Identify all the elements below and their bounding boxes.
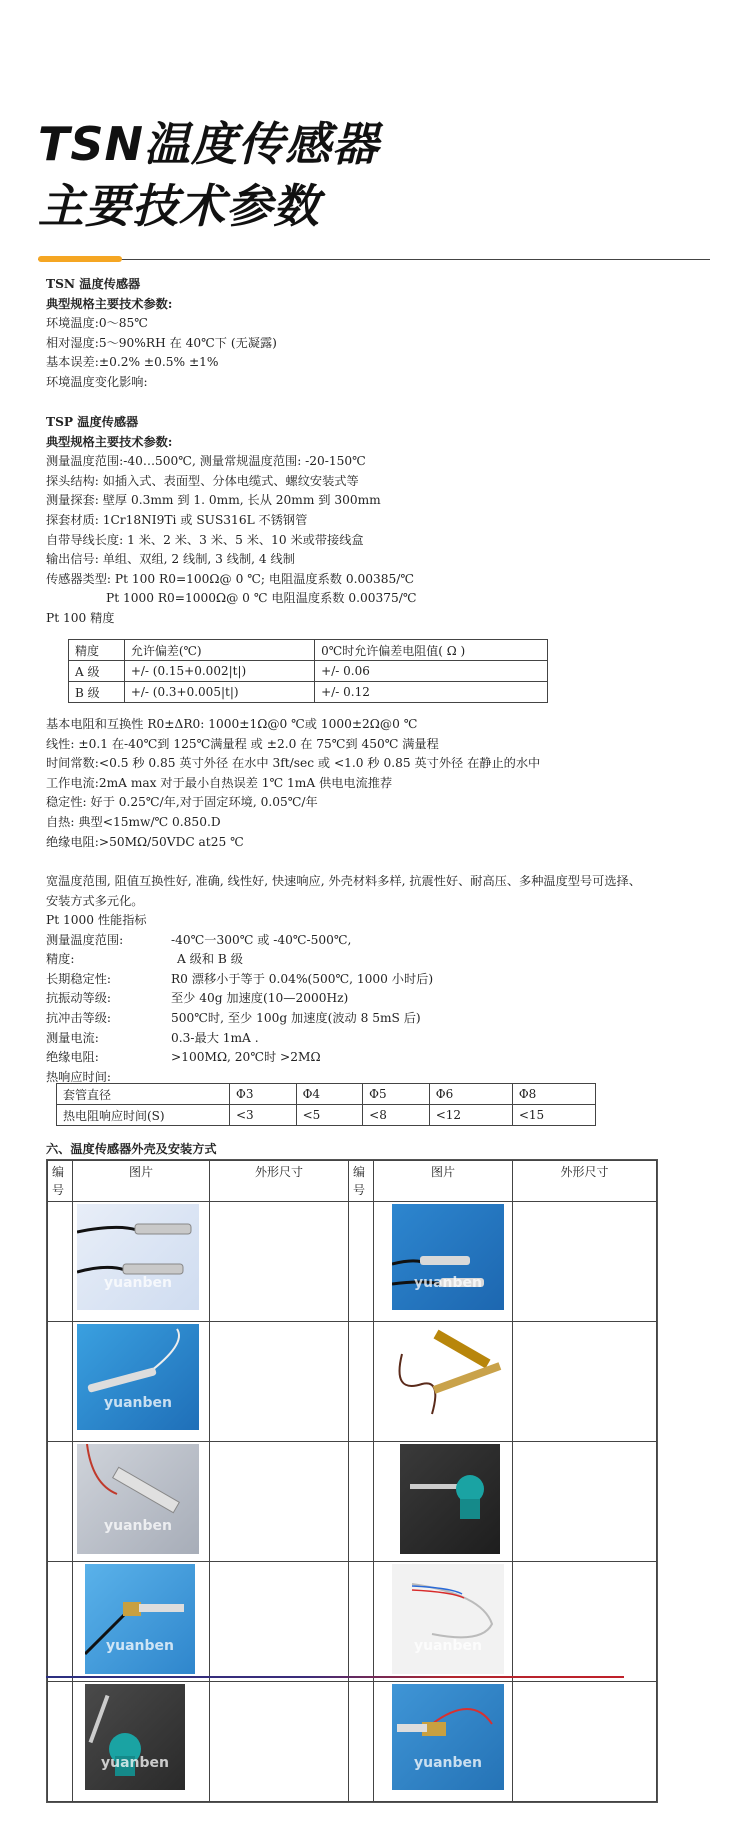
- pt1000-row: [46, 989, 433, 1009]
- tsp-line: 探头结构: 如插入式、表面型、分体电缆式、螺纹安装式等: [46, 473, 359, 488]
- pt1000-key: 抗振动等级:: [46, 991, 112, 1006]
- pt1000-value: >100MΩ, 20℃时 >2MΩ: [171, 1050, 321, 1065]
- page-title-line-2: 主要技术参数: [38, 179, 320, 233]
- sensor-photo: [392, 1564, 504, 1674]
- pt1000-row: [46, 1029, 433, 1049]
- tsp-line: 自带导线长度: 1 米、2 米、3 米、5 米、10 米或带接线盒: [46, 532, 364, 547]
- sensor-photo-svg: [392, 1684, 504, 1790]
- watermark: yuanben: [104, 1274, 172, 1291]
- sensor-photo-svg: [392, 1204, 504, 1310]
- sensor-photo: [400, 1444, 500, 1554]
- color-divider-line: [46, 1676, 624, 1678]
- page-title-line-1: TSN温度传感器: [38, 117, 380, 171]
- table-header: Φ8: [512, 1084, 595, 1105]
- tsn-line: 基本误差:±0.2% ±0.5% ±1%: [46, 355, 219, 370]
- pt1000-value: A 级和 B 级: [177, 952, 243, 967]
- tsp-line: 输出信号: 单组、双组, 2 线制, 3 线制, 4 线制: [46, 552, 295, 567]
- spec-section: [46, 715, 540, 852]
- table-cell: 热电阻响应时间(S): [57, 1105, 230, 1126]
- sensor-photo-svg: [85, 1684, 185, 1790]
- table-cell: <12: [429, 1105, 512, 1126]
- table-row: [48, 1562, 657, 1682]
- sensor-photo-svg: [77, 1204, 199, 1310]
- table-header: 图片: [374, 1161, 513, 1202]
- table-row: [69, 682, 548, 703]
- table-cell: +/- (0.3+0.005|t|): [124, 682, 314, 703]
- sensor-photo: [85, 1684, 185, 1790]
- watermark: yuanben: [414, 1274, 482, 1291]
- tsn-line: 环境温度变化影响:: [46, 374, 148, 389]
- tsp-line: Pt 1000 R0=1000Ω@ 0 ℃ 电阻温度系数 0.00375/℃: [106, 591, 417, 606]
- shell-table-wrapper: [46, 1159, 658, 1803]
- sensor-photo: [392, 1204, 504, 1310]
- sensor-photo: [77, 1204, 199, 1310]
- table-cell: B 级: [69, 682, 125, 703]
- table-header: Φ3: [230, 1084, 297, 1105]
- table-header: 编号: [349, 1161, 374, 1202]
- table-cell: <8: [363, 1105, 430, 1126]
- table-row: [48, 1442, 657, 1562]
- sensor-photo: [85, 1564, 195, 1674]
- shell-table: [47, 1160, 657, 1802]
- sensor-photo-svg: [392, 1564, 504, 1674]
- tsp-line: 测量温度范围:-40…500℃, 测量常规温度范围: -20-150℃: [46, 454, 366, 469]
- title-accent-bar: [38, 256, 122, 262]
- spec-line: 工作电流:2mA max 对于最小自热误差 1℃ 1mA 供电电流推荐: [46, 775, 393, 790]
- pt1000-key: 测量电流:: [46, 1030, 99, 1045]
- pt1000-row: [46, 970, 433, 990]
- table-header: 图片: [73, 1161, 210, 1202]
- table-cell: A 级: [69, 661, 125, 682]
- table-row: [48, 1202, 657, 1322]
- response-label: 热响应时间:: [46, 1069, 112, 1084]
- table-cell: <3: [230, 1105, 297, 1126]
- pt1000-key: 精度:: [46, 952, 75, 967]
- table-cell: +/- 0.12: [315, 682, 548, 703]
- sensor-photo-svg: [77, 1444, 199, 1554]
- table-header-row: [69, 640, 548, 661]
- table-header: Φ6: [429, 1084, 512, 1105]
- tsn-line: 相对湿度:5～90%RH 在 40℃下 (无凝露): [46, 335, 277, 350]
- spec-line: 稳定性: 好于 0.25℃/年,对于固定环境, 0.05℃/年: [46, 795, 318, 810]
- pt1000-row: [46, 950, 433, 970]
- table-header-row: [48, 1161, 657, 1202]
- table-header: Φ4: [296, 1084, 363, 1105]
- tsn-heading: TSN 温度传感器: [46, 277, 141, 291]
- table-row: [48, 1322, 657, 1442]
- wide-range-paragraph: 宽温度范围, 阻值互换性好, 准确, 线性好, 快速响应, 外壳材料多样, 抗震性好、耐高压、多种温度型号可选择、安装方式多元化。: [46, 874, 641, 908]
- table-row: [69, 661, 548, 682]
- sensor-photo-svg: [392, 1324, 504, 1430]
- spec-line: 绝缘电阻:>50MΩ/50VDC at25 ℃: [46, 834, 244, 849]
- sensor-photo: [77, 1324, 199, 1430]
- title-divider: [38, 259, 710, 260]
- sensor-photo-svg: [400, 1444, 500, 1554]
- pt1000-label: Pt 1000 性能指标: [46, 913, 147, 927]
- pt1000-value: R0 漂移小于等于 0.04%(500℃, 1000 小时后): [171, 971, 434, 986]
- table-cell: +/- 0.06: [315, 661, 548, 682]
- spec-line: 线性: ±0.1 在-40℃到 125℃满量程 或 ±2.0 在 75℃到 450℃ 满量程: [46, 736, 439, 751]
- table-header: 外形尺寸: [513, 1161, 657, 1202]
- pt1000-row: [46, 931, 433, 951]
- watermark: yuanben: [106, 1638, 174, 1655]
- table-cell: +/- (0.15+0.002|t|): [124, 661, 314, 682]
- table-header: Φ5: [363, 1084, 430, 1105]
- table-header-row: [57, 1084, 596, 1105]
- spec-line: 时间常数:<0.5 秒 0.85 英寸外径 在水中 3ft/sec 或 <1.0 秒 0.85 英寸外径 在静止的水中: [46, 756, 541, 771]
- tsp-section: [46, 413, 416, 629]
- tsp-line: 探套材质: 1Cr18NI9Ti 或 SUS316L 不锈钢管: [46, 512, 308, 527]
- table-header: 允许偏差(℃): [124, 640, 314, 661]
- sensor-photo: [392, 1324, 504, 1430]
- table-cell: <15: [512, 1105, 595, 1126]
- shell-section-title: 六、温度传感器外壳及安装方式: [46, 1142, 217, 1156]
- table-header: 套管直径: [57, 1084, 230, 1105]
- tsp-subheading: 典型规格主要技术参数:: [46, 434, 173, 449]
- table-header: 0℃时允许偏差电阻值( Ω ): [315, 640, 548, 661]
- pt1000-value: 0.3-最大 1mA .: [171, 1030, 259, 1045]
- tsp-line: 传感器类型: Pt 100 R0=100Ω@ 0 ℃; 电阻温度系数 0.00385/℃: [46, 571, 414, 586]
- pt1000-key: 抗冲击等级:: [46, 1010, 112, 1025]
- watermark: yuanben: [104, 1394, 172, 1411]
- spec-line: 基本电阻和互换性 R0±ΔR0: 1000±1Ω@0 ℃或 1000±2Ω@0 ℃: [46, 717, 418, 731]
- tsn-line: 环境温度:0～85℃: [46, 316, 148, 331]
- tsn-section: [46, 275, 277, 393]
- table-cell: <5: [296, 1105, 363, 1126]
- pt1000-row: [46, 1048, 433, 1068]
- accuracy-table: [68, 639, 548, 703]
- watermark: yuanben: [101, 1754, 169, 1771]
- pt1000-section: [46, 911, 433, 1087]
- table-header: 外形尺寸: [210, 1161, 349, 1202]
- watermark: yuanben: [414, 1638, 482, 1655]
- tsp-line: 测量探套: 壁厚 0.3mm 到 1. 0mm, 长从 20mm 到 300mm: [46, 493, 381, 508]
- response-table: [56, 1083, 596, 1126]
- pt1000-value: 500℃时, 至少 100g 加速度(波动 8 5mS 后): [171, 1010, 421, 1025]
- sensor-photo-svg: [85, 1564, 195, 1674]
- watermark: yuanben: [104, 1518, 172, 1535]
- spec-line: 自热: 典型<15mw/℃ 0.850.D: [46, 814, 221, 829]
- table-header: 精度: [69, 640, 125, 661]
- pt1000-value: 至少 40g 加速度(10—2000Hz): [171, 991, 349, 1006]
- table-row: [48, 1682, 657, 1802]
- table-header: 编号: [48, 1161, 73, 1202]
- pt1000-row: [46, 1009, 433, 1029]
- tsp-heading: TSP 温度传感器: [46, 415, 139, 429]
- sensor-photo: [77, 1444, 199, 1554]
- sensor-photo-svg: [77, 1324, 199, 1430]
- sensor-photo: [392, 1684, 504, 1790]
- pt1000-key: 绝缘电阻:: [46, 1050, 99, 1065]
- watermark: yuanben: [414, 1754, 482, 1771]
- table-row: [57, 1105, 596, 1126]
- pt1000-key: 长期稳定性:: [46, 971, 112, 986]
- tsn-subheading: 典型规格主要技术参数:: [46, 296, 173, 311]
- pt100-label: Pt 100 精度: [46, 610, 115, 625]
- pt1000-value: -40℃一300℃ 或 -40℃-500℃,: [171, 932, 352, 947]
- pt1000-key: 测量温度范围:: [46, 932, 124, 947]
